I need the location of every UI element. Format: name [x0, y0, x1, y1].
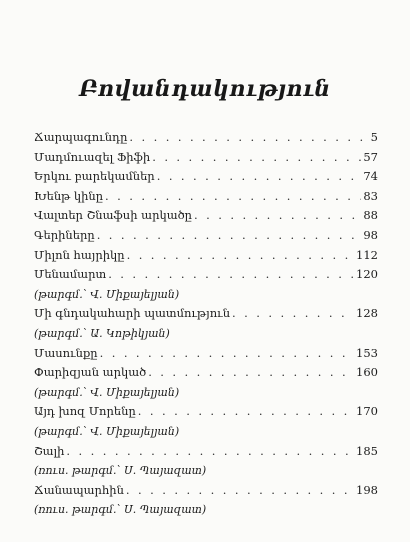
entry-page: 88: [363, 208, 378, 223]
entry-title: Փարիզյան արկած: [34, 365, 147, 380]
translator-note: [34, 422, 378, 442]
toc-entry: [34, 128, 378, 148]
dot-leader: [127, 246, 354, 266]
entry-page: 198: [356, 482, 378, 497]
toc-entry: [34, 226, 378, 246]
dot-leader: [152, 148, 361, 168]
translator-note: [34, 461, 378, 481]
toc-entry: [34, 187, 378, 207]
entry-title: Գերիները: [34, 227, 95, 242]
dot-leader: [129, 128, 368, 148]
toc-entry: [34, 167, 378, 187]
entry-title: Միլոն հայրիկը: [34, 247, 125, 262]
dot-leader: [232, 304, 354, 324]
toc-entry: [34, 363, 378, 383]
toc-entry: [34, 402, 378, 422]
entry-page: 74: [363, 169, 378, 184]
entry-title: Վալտեր Շնաֆսի արկածը: [34, 208, 192, 223]
translator-note: [34, 285, 378, 305]
dot-leader: [138, 402, 354, 422]
dot-leader: [108, 265, 354, 285]
entry-page: 170: [356, 404, 378, 419]
entry-page: 185: [356, 443, 378, 458]
entry-title: Ճանապարհին: [34, 482, 124, 497]
translator-note-text: (ռուս. թարգմ.՝ Ս. Պայազատ): [34, 464, 207, 478]
translator-note: [34, 383, 378, 403]
translator-note: [34, 324, 378, 344]
entry-title: Մադմուազել Ֆիֆի: [34, 149, 151, 164]
translator-note-text: (թարգմ.՝ Վ. Միքայելյան): [34, 385, 180, 399]
page-title: Բովանդակություն: [79, 76, 331, 102]
table-of-contents: [34, 128, 378, 520]
entry-page: 57: [363, 149, 378, 164]
toc-entry: [34, 344, 378, 364]
toc-entry: [34, 481, 378, 501]
dot-leader: [97, 226, 362, 246]
entry-page: 98: [363, 227, 378, 242]
entry-title: Խենթ կինը: [34, 188, 104, 203]
entry-page: 5: [370, 130, 378, 144]
translator-note-text: (թարգմ.՝ Ա. Կոթիկյան): [34, 326, 170, 340]
entry-page: 120: [356, 267, 378, 282]
toc-entry: [34, 442, 378, 462]
entry-title: Մենամարտ: [34, 267, 107, 282]
toc-entry: [34, 246, 378, 266]
dot-leader: [126, 481, 354, 501]
entry-page: 160: [356, 365, 378, 380]
dot-leader: [105, 187, 361, 207]
dot-leader: [100, 344, 354, 364]
translator-note-text: (ռուս. թարգմ.՝ Ս. Պայազատ): [34, 503, 207, 517]
dot-leader: [194, 206, 361, 226]
entry-page: 83: [363, 188, 378, 203]
entry-title: Երկու բարեկամներ: [34, 169, 155, 184]
entry-title: Այդ խոզ Մորենը: [34, 404, 136, 419]
entry-title: Շալի: [34, 443, 65, 458]
dot-leader: [66, 442, 354, 462]
entry-page: 153: [356, 345, 378, 360]
translator-note-text: (թարգմ.՝ Վ. Միքայելյան): [34, 287, 180, 301]
toc-entry: [34, 206, 378, 226]
toc-entry: [34, 265, 378, 285]
entry-title: Մի գնդակահարի պատմություն: [34, 306, 231, 321]
toc-entry: [34, 148, 378, 168]
entry-page: 112: [356, 247, 378, 262]
entry-title: Մասունքը: [34, 345, 98, 360]
toc-entry: [34, 304, 378, 324]
translator-note: [34, 500, 378, 520]
translator-note-text: (թարգմ.՝ Վ. Միքայելյան): [34, 424, 180, 438]
dot-leader: [157, 167, 362, 187]
dot-leader: [148, 363, 354, 383]
entry-page: 128: [356, 306, 378, 321]
entry-title: Ճարպագունդը: [34, 130, 128, 144]
